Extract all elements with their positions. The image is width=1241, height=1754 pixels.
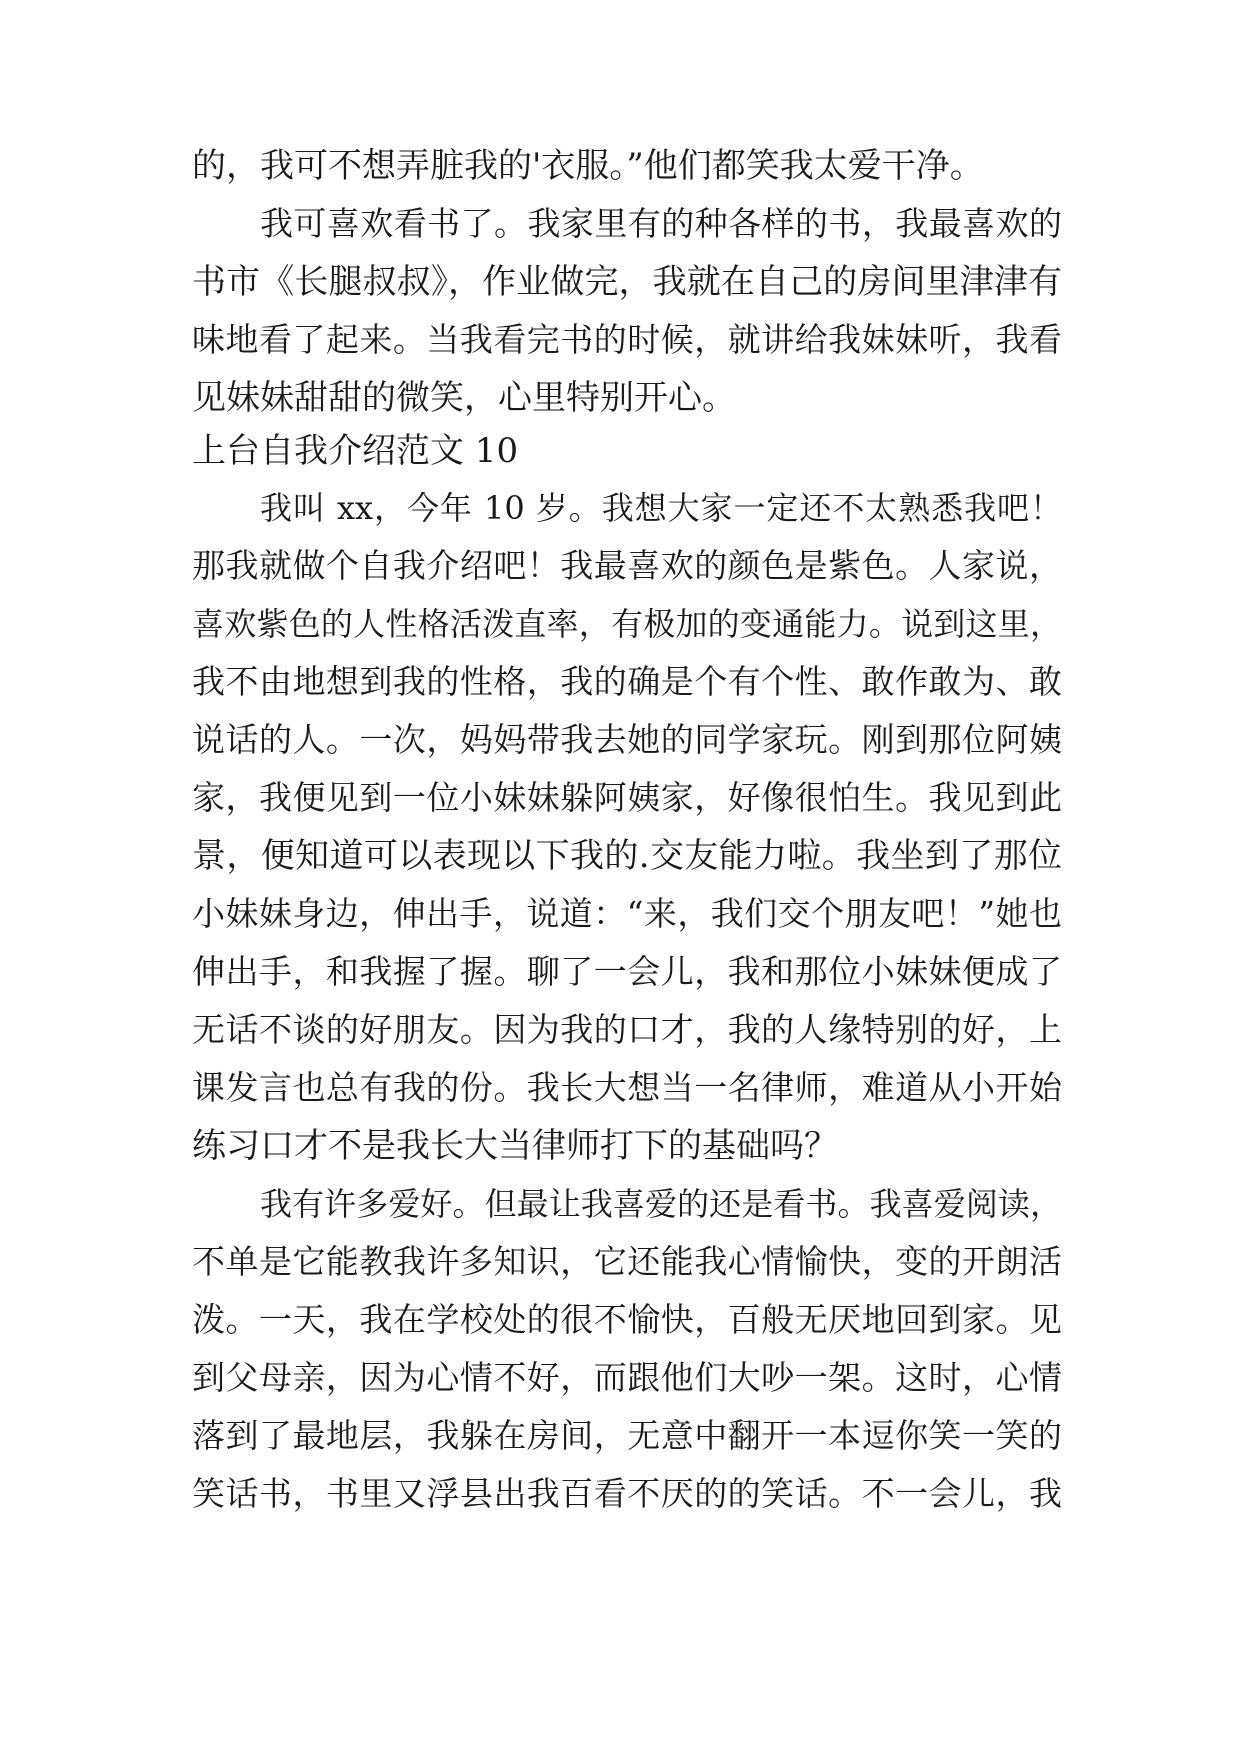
text-line: 伸出手，和我握了握。聊了一会儿，我和那位小妹妹便成了 (192, 952, 1062, 991)
text-line: 泼。一天，我在学校处的很不愉快，百般无厌地回到家。见 (192, 1300, 1062, 1339)
text-line: 的，我可不想弄脏我的'衣服。”他们都笑我太爱干净。 (192, 146, 984, 186)
section-heading: 上台自我介绍范文 10 (192, 431, 519, 471)
paragraph-first-line: 我有许多爱好。但最让我喜爱的还是看书。我喜爱阅读， (260, 1185, 1062, 1223)
text-line: 见妹妹甜甜的微笑，心里特别开心。 (192, 378, 736, 418)
text-line: 家，我便见到一位小妹妹躲阿姨家，好像很怕生。我见到此 (192, 778, 1062, 817)
text-line: 景，便知道可以表现以下我的.交友能力啦。我坐到了那位 (192, 836, 1062, 876)
paragraph-first-line: 我叫 xx，今年 10 岁。我想大家一定还不太熟悉我吧！ (260, 489, 1062, 527)
text-line: 我不由地想到我的性格，我的确是个有个性、敢作敢为、敢 (192, 662, 1062, 701)
text-line: 味地看了起来。当我看完书的时候，就讲给我妹妹听，我看 (192, 320, 1062, 359)
text-line: 课发言也总有我的份。我长大想当一名律师，难道从小开始 (192, 1068, 1062, 1107)
text-line: 书市《长腿叔叔》，作业做完，我就在自己的房间里津津有 (192, 262, 1062, 302)
text-line: 那我就做个自我介绍吧！我最喜欢的颜色是紫色。人家说， (192, 546, 1062, 585)
text-line: 不单是它能教我许多知识，它还能我心情愉快，变的开朗活 (192, 1242, 1062, 1281)
text-line: 无话不谈的好朋友。因为我的口才，我的人缘特别的好，上 (192, 1010, 1062, 1049)
text-line: 落到了最地层，我躲在房间，无意中翻开一本逗你笑一笑的 (192, 1416, 1062, 1455)
text-line: 练习口才不是我长大当律师打下的基础吗？ (192, 1126, 838, 1166)
text-line: 喜欢紫色的人性格活泼直率，有极加的变通能力。说到这里， (192, 605, 1062, 643)
text-line: 笑话书，书里又浮县出我百看不厌的的笑话。不一会儿，我 (192, 1474, 1062, 1513)
text-line: 到父母亲，因为心情不好，而跟他们大吵一架。这时，心情 (192, 1358, 1062, 1397)
text-line: 说话的人。一次，妈妈带我去她的同学家玩。刚到那位阿姨 (192, 720, 1062, 759)
paragraph-first-line: 我可喜欢看书了。我家里有的种各样的书，我最喜欢的 (260, 204, 1062, 243)
text-line: 小妹妹身边，伸出手，说道：“来，我们交个朋友吧！”她也 (192, 894, 1062, 933)
